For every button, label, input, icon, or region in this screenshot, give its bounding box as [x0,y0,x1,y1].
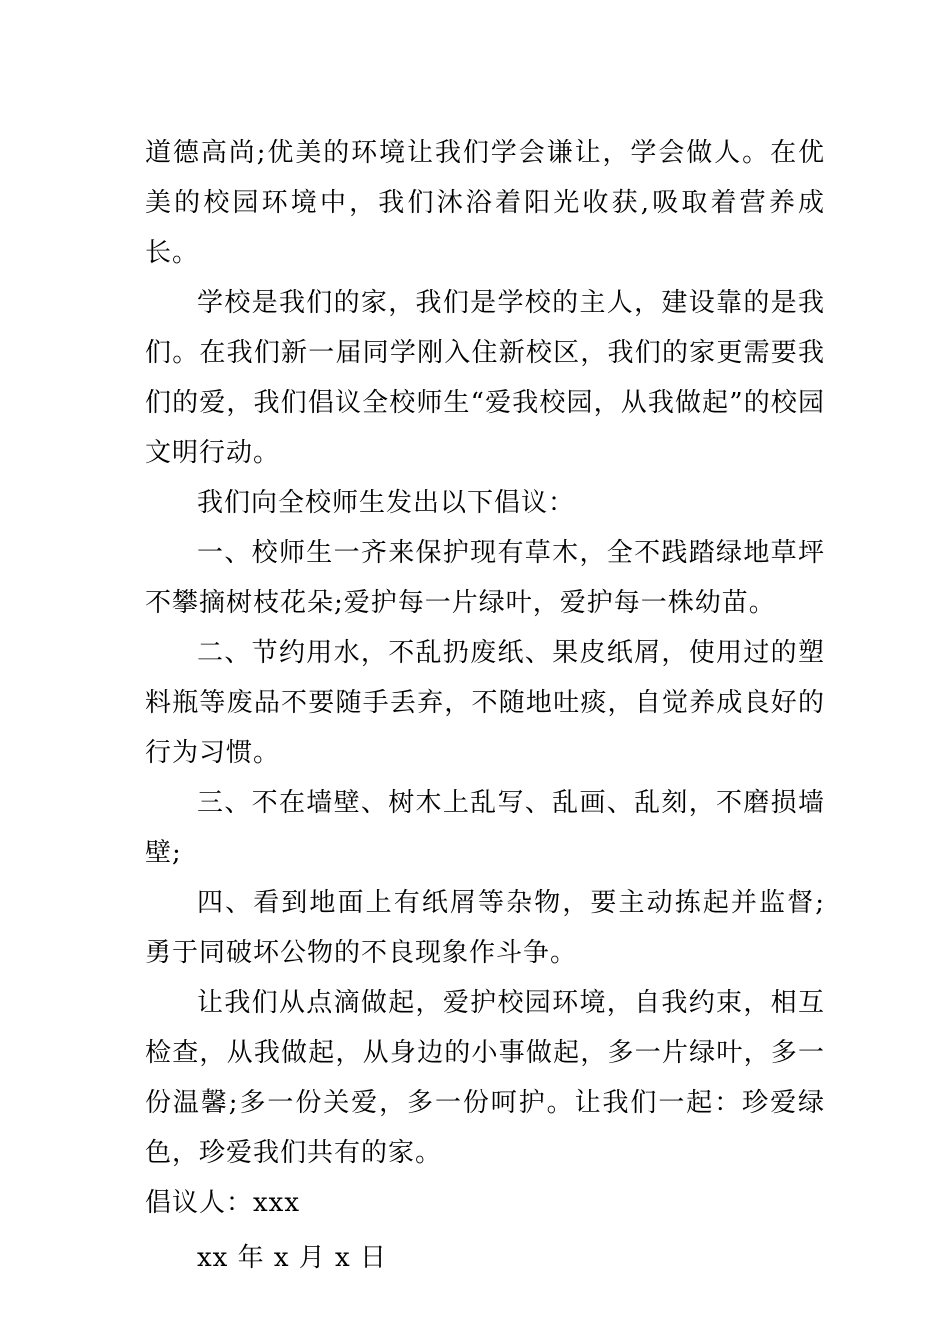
paragraph-proposal-intro: 我们向全校师生发出以下倡议： [197,488,576,518]
signer-line: 倡议人：xxx [145,1188,300,1218]
document-body [145,128,825,1288]
paragraph-closing: 让我们从点滴做起，爱护校园环境，自我约束，相互检查，从我做起，从身边的小事做起，多一片绿叶，多一份温馨;多一份关爱，多一份呵护。让我们一起：珍爱绿色，珍爱我们共有的家。 [145,988,825,1168]
date-line: xx 年 x 月 x 日 [197,1243,387,1273]
paragraph-item-two: 二、节约用水，不乱扔废纸、果皮纸屑，使用过的塑料瓶等废品不要随手丢弃，不随地吐痰，自觉养成良好的行为习惯。 [145,638,825,768]
paragraph-item-four: 四、看到地面上有纸屑等杂物，要主动拣起并监督;勇于同破坏公物的不良现象作斗争。 [145,888,825,968]
paragraph-item-three: 三、不在墙壁、树木上乱写、乱画、乱刻，不磨损墙壁; [145,788,825,868]
paragraph-school-home: 学校是我们的家，我们是学校的主人，建设靠的是我们。在我们新一届同学刚入住新校区，我们的家更需要我们的爱，我们倡议全校师生“爱我校园，从我做起”的校园文明行动。 [145,288,825,468]
paragraph-continuation: 道德高尚;优美的环境让我们学会谦让，学会做人。在优美的校园环境中，我们沐浴着阳光收获,吸取着营养成长。 [145,138,825,268]
paragraph-item-one: 一、校师生一齐来保护现有草木，全不践踏绿地草坪不攀摘树枝花朵;爱护每一片绿叶，爱护每一株幼苗。 [145,538,825,618]
